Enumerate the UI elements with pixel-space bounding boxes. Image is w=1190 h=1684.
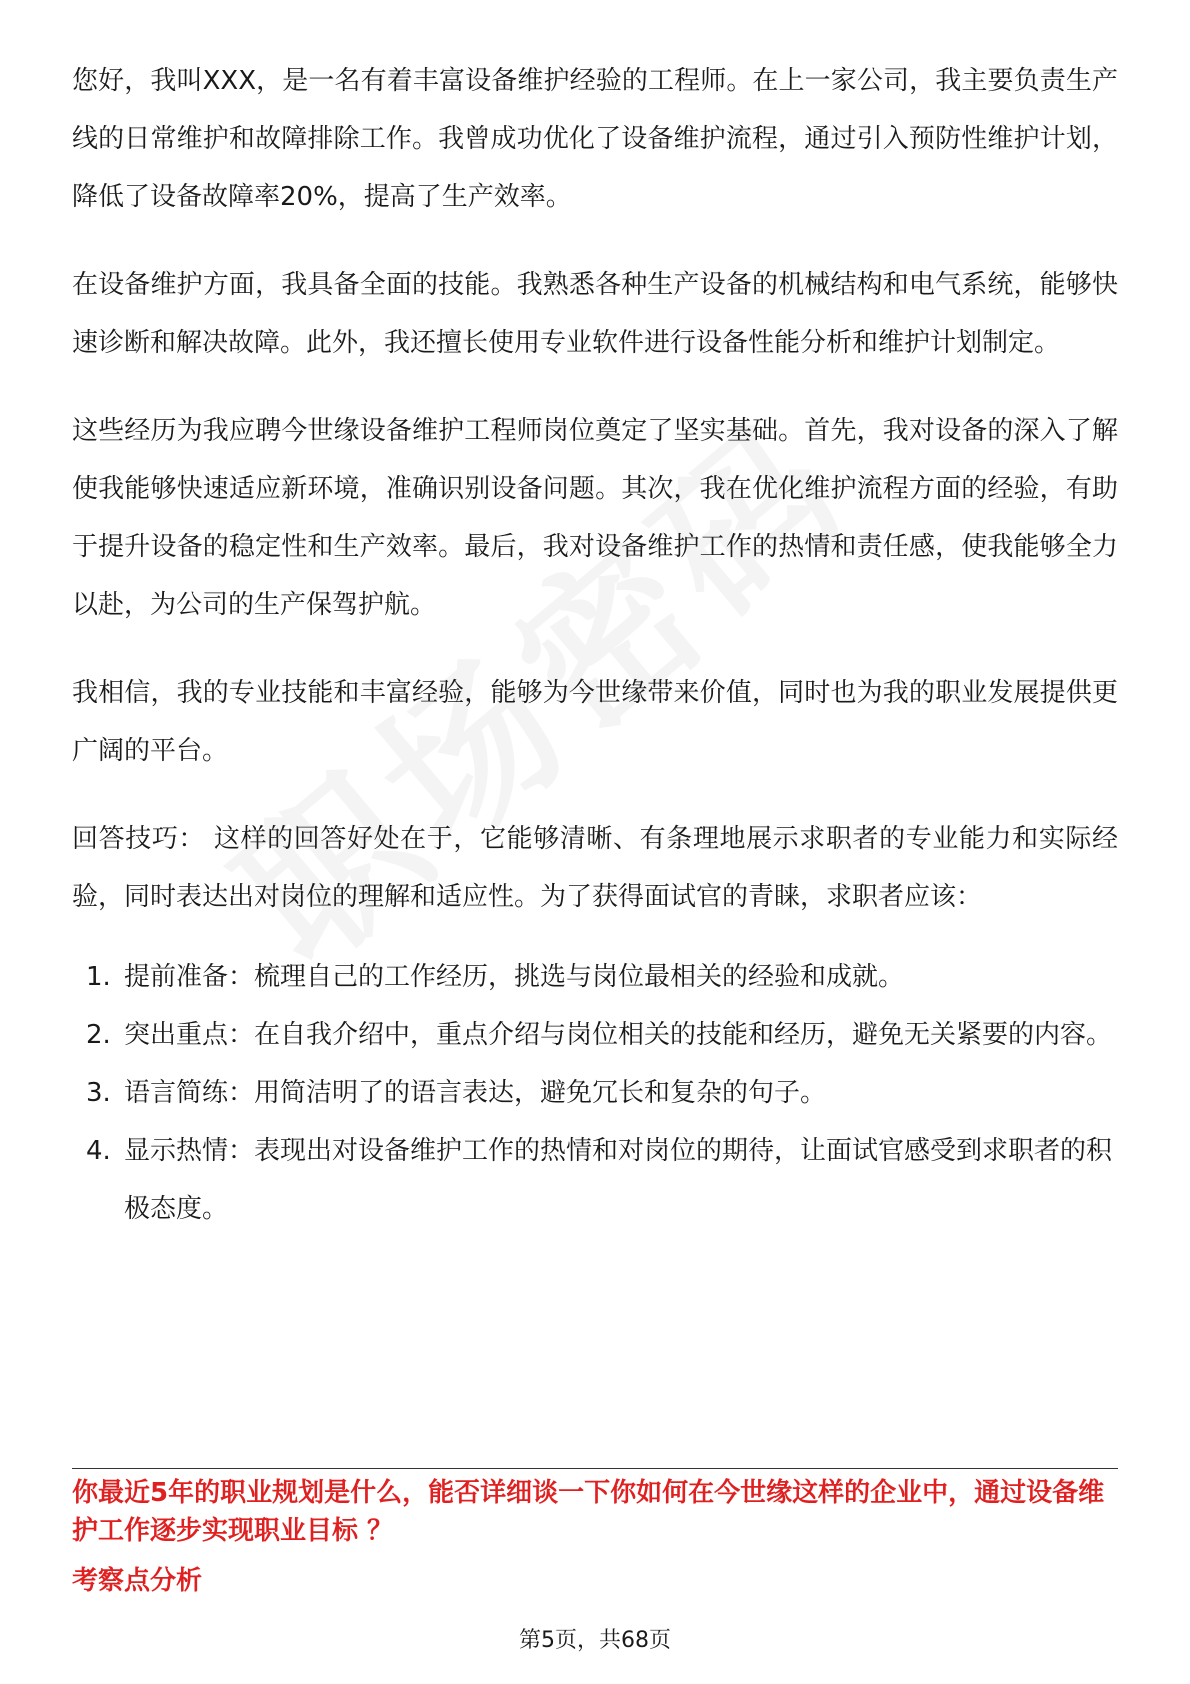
paragraph-conclusion: 我相信，我的专业技能和丰富经验，能够为今世缘带来价值，同时也为我的职业发展提供更广阔的平台。	[72, 678, 1118, 766]
list-number: 1.	[86, 962, 111, 992]
list-text: 语言简练：用简洁明了的语言表达，避免冗长和复杂的句子。	[124, 1078, 827, 1108]
paragraph-intro: 您好，我叫XXX，是一名有着丰富设备维护经验的工程师。在上一家公司，我主要负责生产线的日常维护和故障排除工作。我曾成功优化了设备维护流程，通过引入预防性维护计划，降低了设备故障率20%，提高了生产效率。	[72, 66, 1118, 212]
answer-body	[72, 52, 1118, 1238]
paragraph-fit: 这些经历为我应聘今世缘设备维护工程师岗位奠定了坚实基础。首先，我对设备的深入了解使我能够快速适应新环境，准确识别设备问题。其次，我在优化维护流程方面的经验，有助于提升设备的稳定性和生产效率。最后，我对设备维护工作的热情和责任感，使我能够全力以赴，为公司的生产保驾护航。	[72, 416, 1118, 620]
list-item	[72, 1122, 1118, 1238]
paragraph-skills: 在设备维护方面，我具备全面的技能。我熟悉各种生产设备的机械结构和电气系统，能够快速诊断和解决故障。此外，我还擅长使用专业软件进行设备性能分析和维护计划制定。	[72, 270, 1118, 358]
list-number: 3.	[86, 1078, 111, 1108]
list-text: 提前准备：梳理自己的工作经历，挑选与岗位最相关的经验和成就。	[124, 962, 905, 992]
list-item	[72, 1006, 1118, 1064]
list-item	[72, 948, 1118, 1006]
tips-list	[72, 948, 1118, 1238]
list-item	[72, 1064, 1118, 1122]
list-text: 突出重点：在自我介绍中，重点介绍与岗位相关的技能和经历，避免无关紧要的内容。	[124, 1020, 1113, 1050]
interview-question: 你最近5年的职业规划是什么，能否详细谈一下你如何在今世缘这样的企业中，通过设备维护工作逐步实现职业目标 ？	[72, 1478, 1105, 1546]
list-number: 2.	[86, 1020, 111, 1050]
page-number: 第5页，共68页	[519, 1628, 671, 1653]
list-number: 4.	[86, 1136, 111, 1166]
paragraph-tips-intro: 回答技巧： 这样的回答好处在于，它能够清晰、有条理地展示求职者的专业能力和实际经验，同时表达出对岗位的理解和适应性。为了获得面试官的青睐，求职者应该：	[72, 824, 1118, 912]
section-divider	[72, 1468, 1118, 1469]
analysis-heading: 考察点分析	[72, 1566, 203, 1596]
list-text: 显示热情：表现出对设备维护工作的热情和对岗位的期待，让面试官感受到求职者的积极态度。	[124, 1136, 1113, 1224]
